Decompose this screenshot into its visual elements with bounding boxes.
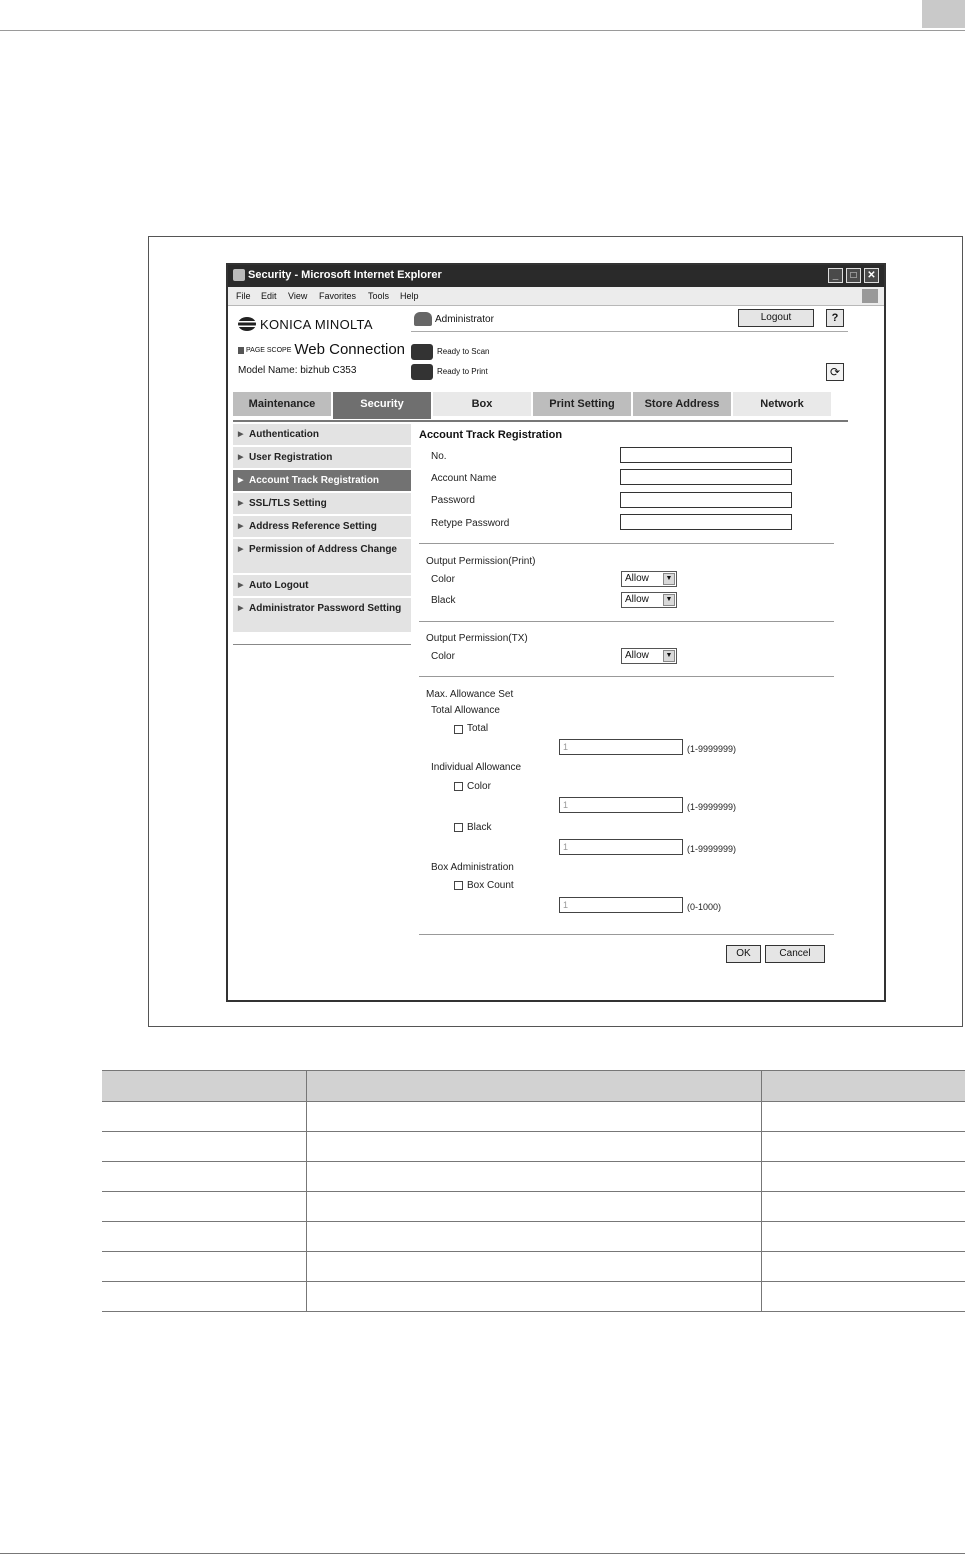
retype-password-label: Retype Password — [431, 518, 510, 529]
table-header-cell — [102, 1071, 307, 1102]
print-status: Ready to Print — [437, 367, 488, 376]
sidebar-item-authentication[interactable]: ▶ Authentication — [233, 424, 411, 445]
sidebar-item-user-registration[interactable]: ▶ User Registration — [233, 447, 411, 468]
print-black-label: Black — [431, 595, 456, 606]
refresh-icon[interactable]: ⟳ — [826, 363, 844, 381]
table-header-cell — [762, 1071, 965, 1102]
sidebar-bottom-rule — [233, 644, 411, 645]
print-permission-heading: Output Permission(Print) — [426, 556, 536, 567]
table-cell — [102, 1102, 307, 1132]
total-range: (1-9999999) — [687, 744, 737, 754]
table-cell — [102, 1222, 307, 1252]
menu-help[interactable]: Help — [400, 291, 419, 301]
tab-store-address[interactable]: Store Address — [633, 392, 731, 416]
table-cell — [762, 1102, 965, 1132]
document-table — [102, 1070, 965, 1312]
table-cell — [307, 1252, 762, 1282]
box-administration-label: Box Administration — [431, 862, 514, 873]
print-color-label: Color — [431, 574, 455, 585]
tab-box[interactable]: Box — [433, 392, 531, 416]
table-cell — [102, 1192, 307, 1222]
header-divider — [411, 331, 848, 332]
table-cell — [762, 1192, 965, 1222]
menu-file[interactable]: File — [236, 291, 251, 301]
table-cell — [762, 1132, 965, 1162]
table-cell — [102, 1252, 307, 1282]
table-cell — [307, 1282, 762, 1312]
sidebar-item-account-track-registration[interactable]: ▶ Account Track Registration — [233, 470, 411, 491]
printer-icon — [411, 364, 433, 380]
menu-bar — [228, 287, 884, 306]
table-cell — [307, 1162, 762, 1192]
table-header-cell — [307, 1071, 762, 1102]
section-divider — [419, 543, 834, 544]
table-cell — [762, 1222, 965, 1252]
print-color-select[interactable]: Allow ▼ — [621, 571, 677, 587]
table-row — [102, 1132, 965, 1162]
table-cell — [307, 1222, 762, 1252]
tab-security[interactable]: Security — [333, 392, 431, 419]
scan-status: Ready to Scan — [437, 347, 490, 356]
individual-allowance-label: Individual Allowance — [431, 762, 522, 773]
help-button[interactable]: ? — [826, 309, 844, 327]
individual-black-range: (1-9999999) — [687, 844, 737, 854]
table-header-row — [102, 1071, 965, 1102]
total-allowance-label: Total Allowance — [431, 705, 500, 716]
table-cell — [102, 1282, 307, 1312]
tx-permission-heading: Output Permission(TX) — [426, 633, 528, 644]
sidebar-item-administrator-password-setting[interactable]: ▶ Administrator Password Setting — [233, 598, 411, 632]
browser-window — [226, 263, 886, 1002]
ok-button[interactable]: OK — [726, 945, 761, 963]
table-cell — [102, 1162, 307, 1192]
individual-color-range: (1-9999999) — [687, 802, 737, 812]
box-count-input[interactable] — [559, 897, 683, 913]
chevron-down-icon: ▼ — [663, 650, 675, 662]
sidebar-item-auto-logout[interactable]: ▶ Auto Logout — [233, 575, 411, 596]
window-titlebar — [228, 265, 884, 287]
sidebar-item-permission-of-address-change[interactable]: ▶ Permission of Address Change — [233, 539, 411, 573]
password-label: Password — [431, 495, 475, 506]
menu-edit[interactable]: Edit — [261, 291, 277, 301]
page-top-rule — [0, 30, 965, 31]
no-label: No. — [431, 451, 447, 462]
menu-view[interactable]: View — [288, 291, 308, 301]
table-cell — [762, 1162, 965, 1192]
windows-logo-icon — [862, 289, 878, 303]
minimize-icon[interactable]: _ — [828, 268, 843, 283]
individual-color-label: Color — [467, 781, 491, 792]
individual-black-input[interactable] — [559, 839, 683, 855]
tx-color-select[interactable]: Allow ▼ — [621, 648, 677, 664]
tab-print-setting[interactable]: Print Setting — [533, 392, 631, 416]
box-count-range: (0-1000) — [687, 902, 722, 912]
chevron-down-icon: ▼ — [663, 573, 675, 585]
account-name-input[interactable] — [620, 469, 792, 485]
page-title: Account Track Registration — [419, 429, 563, 441]
sidebar-item-ssl-tls-setting[interactable]: ▶ SSL/TLS Setting — [233, 493, 411, 514]
model-name: Model Name: bizhub C353 — [238, 365, 357, 376]
table-row — [102, 1192, 965, 1222]
table-cell — [307, 1102, 762, 1132]
total-checkbox[interactable] — [454, 725, 463, 734]
max-allowance-heading: Max. Allowance Set — [426, 689, 514, 700]
sidebar-item-address-reference-setting[interactable]: ▶ Address Reference Setting — [233, 516, 411, 537]
no-input[interactable] — [620, 447, 792, 463]
individual-color-checkbox[interactable] — [454, 782, 463, 791]
user-mode-label: Administrator — [435, 314, 494, 325]
table-row — [102, 1282, 965, 1312]
table-cell — [762, 1252, 965, 1282]
individual-black-checkbox[interactable] — [454, 823, 463, 832]
logout-button[interactable]: Logout — [738, 309, 814, 327]
administrator-icon — [414, 312, 432, 326]
table-cell — [762, 1282, 965, 1312]
page-number-box — [922, 0, 965, 28]
table-row — [102, 1102, 965, 1132]
tab-network[interactable]: Network — [733, 392, 831, 416]
box-count-checkbox[interactable] — [454, 881, 463, 890]
retype-password-input[interactable] — [620, 514, 792, 530]
menu-favorites[interactable]: Favorites — [319, 291, 357, 301]
tabs-underline — [233, 420, 848, 422]
table-row — [102, 1252, 965, 1282]
table-cell — [307, 1192, 762, 1222]
cancel-button[interactable]: Cancel — [765, 945, 825, 963]
tab-maintenance[interactable]: Maintenance — [233, 392, 331, 416]
konica-minolta-logo: KONICA MINOLTA — [238, 317, 373, 332]
total-check-label: Total — [467, 723, 489, 734]
table-row — [102, 1162, 965, 1192]
pagescope-mark: PAGE SCOPE — [238, 347, 291, 354]
table-cell — [307, 1132, 762, 1162]
password-input[interactable] — [620, 492, 792, 508]
account-name-label: Account Name — [431, 473, 497, 484]
print-black-select[interactable]: Allow ▼ — [621, 592, 677, 608]
ie-icon — [233, 269, 245, 281]
maximize-icon[interactable]: □ — [846, 268, 861, 283]
box-count-label: Box Count — [467, 880, 514, 891]
total-allowance-input[interactable] — [559, 739, 683, 755]
chevron-down-icon: ▼ — [663, 594, 675, 606]
main-tabs — [233, 392, 848, 416]
section-divider — [419, 621, 834, 622]
window-title: Security - Microsoft Internet Explorer — [248, 269, 442, 281]
menu-tools[interactable]: Tools — [368, 291, 390, 301]
scanner-icon — [411, 344, 433, 360]
table-cell — [102, 1132, 307, 1162]
section-divider — [419, 676, 834, 677]
globe-icon — [238, 317, 256, 331]
individual-color-input[interactable] — [559, 797, 683, 813]
tx-color-label: Color — [431, 651, 455, 662]
web-connection-logo: PAGE SCOPE Web Connection — [238, 341, 405, 358]
table-row — [102, 1222, 965, 1252]
close-icon[interactable]: ✕ — [864, 268, 879, 283]
individual-black-label: Black — [467, 822, 492, 833]
page-bottom-rule — [0, 1553, 965, 1554]
section-divider — [419, 934, 834, 935]
